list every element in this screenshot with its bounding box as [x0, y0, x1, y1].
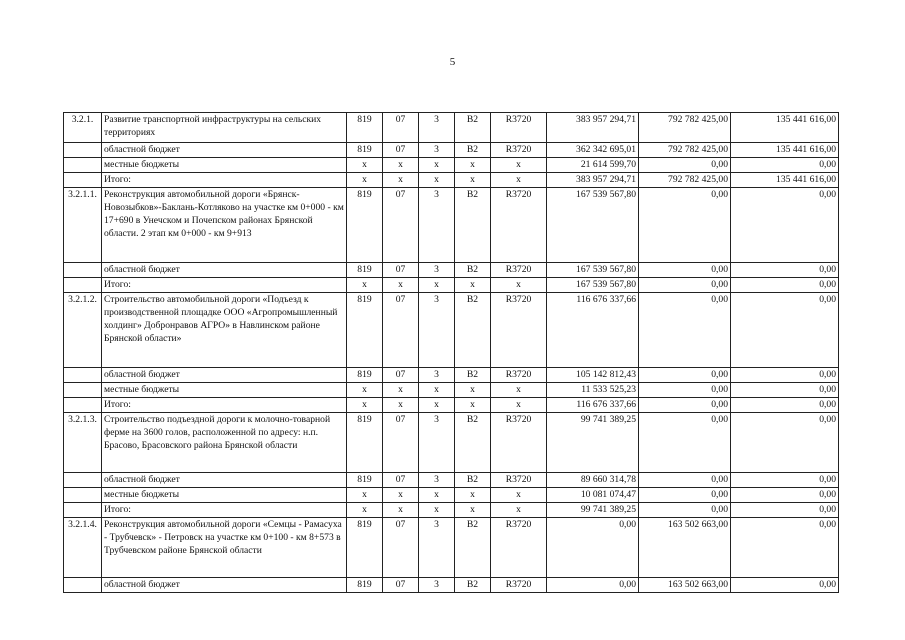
row-name: местные бюджеты [102, 158, 347, 173]
row-program: x [455, 158, 491, 173]
table-row [64, 488, 839, 503]
row-value-2: 0,00 [639, 473, 731, 488]
row-name: Реконструкция автомобильной дороги «Семцы - Рамасуха - Трубчевск» - Петровск на участке км 0+100 - км 8+573 в Трубчевском районе Брянской области [102, 518, 347, 578]
table-row [64, 398, 839, 413]
row-value-3: 0,00 [731, 578, 839, 593]
row-section: 07 [383, 413, 419, 473]
table-row [64, 158, 839, 173]
row-value-2: 0,00 [639, 188, 731, 263]
table-row [64, 263, 839, 278]
row-code [64, 173, 102, 188]
table-row [64, 413, 839, 473]
table-row [64, 473, 839, 488]
row-value-3: 0,00 [731, 518, 839, 578]
row-name: Итого: [102, 398, 347, 413]
row-target-code: x [491, 503, 547, 518]
row-code [64, 143, 102, 158]
row-value-2: 163 502 663,00 [639, 578, 731, 593]
table-row [64, 503, 839, 518]
row-admin-code: x [347, 398, 383, 413]
row-code [64, 488, 102, 503]
row-target-code: R3720 [491, 263, 547, 278]
row-subsection: x [419, 398, 455, 413]
row-subsection: x [419, 503, 455, 518]
row-subsection: x [419, 383, 455, 398]
row-value-2: 0,00 [639, 488, 731, 503]
row-code: 3.2.1. [64, 113, 102, 143]
row-target-code: R3720 [491, 188, 547, 263]
row-value-2: 0,00 [639, 293, 731, 368]
row-value-2: 163 502 663,00 [639, 518, 731, 578]
row-program: B2 [455, 143, 491, 158]
row-section: 07 [383, 473, 419, 488]
row-value-3: 0,00 [731, 293, 839, 368]
row-section: x [383, 173, 419, 188]
row-admin-code: 819 [347, 113, 383, 143]
row-name: областной бюджет [102, 263, 347, 278]
row-section: x [383, 158, 419, 173]
row-section: x [383, 398, 419, 413]
row-value-3: 135 441 616,00 [731, 113, 839, 143]
row-value-2: 792 782 425,00 [639, 143, 731, 158]
row-value-3: 0,00 [731, 503, 839, 518]
row-value-3: 0,00 [731, 473, 839, 488]
row-program: B2 [455, 413, 491, 473]
row-value-3: 135 441 616,00 [731, 173, 839, 188]
row-admin-code: x [347, 488, 383, 503]
row-value-1: 21 614 599,70 [547, 158, 639, 173]
row-program: x [455, 383, 491, 398]
table-row [64, 143, 839, 158]
row-value-3: 0,00 [731, 263, 839, 278]
table-row [64, 518, 839, 578]
row-admin-code: 819 [347, 368, 383, 383]
row-subsection: 3 [419, 263, 455, 278]
table-row [64, 113, 839, 143]
row-code [64, 263, 102, 278]
row-name: Итого: [102, 278, 347, 293]
row-value-3: 0,00 [731, 488, 839, 503]
table-row [64, 293, 839, 368]
row-value-1: 116 676 337,66 [547, 293, 639, 368]
row-value-1: 99 741 389,25 [547, 503, 639, 518]
row-subsection: 3 [419, 413, 455, 473]
row-section: x [383, 383, 419, 398]
row-admin-code: 819 [347, 413, 383, 473]
row-admin-code: 819 [347, 188, 383, 263]
row-code [64, 398, 102, 413]
row-code [64, 473, 102, 488]
table-row [64, 368, 839, 383]
row-subsection: x [419, 158, 455, 173]
row-program: x [455, 398, 491, 413]
row-admin-code: 819 [347, 143, 383, 158]
row-target-code: x [491, 173, 547, 188]
row-code [64, 278, 102, 293]
row-name: местные бюджеты [102, 488, 347, 503]
row-subsection: 3 [419, 113, 455, 143]
row-subsection: 3 [419, 368, 455, 383]
row-section: x [383, 278, 419, 293]
row-name: областной бюджет [102, 368, 347, 383]
row-value-3: 0,00 [731, 383, 839, 398]
row-program: B2 [455, 473, 491, 488]
row-value-1: 383 957 294,71 [547, 173, 639, 188]
row-value-1: 116 676 337,66 [547, 398, 639, 413]
row-program: x [455, 488, 491, 503]
row-admin-code: 819 [347, 473, 383, 488]
row-subsection: 3 [419, 188, 455, 263]
row-program: x [455, 173, 491, 188]
row-value-1: 0,00 [547, 578, 639, 593]
row-value-2: 0,00 [639, 278, 731, 293]
row-name: областной бюджет [102, 143, 347, 158]
row-name: Развитие транспортной инфраструктуры на сельских территориях [102, 113, 347, 143]
row-program: B2 [455, 188, 491, 263]
row-name: Итого: [102, 173, 347, 188]
row-code [64, 368, 102, 383]
row-admin-code: x [347, 278, 383, 293]
row-target-code: R3720 [491, 473, 547, 488]
row-value-1: 167 539 567,80 [547, 188, 639, 263]
row-section: 07 [383, 368, 419, 383]
row-value-1: 10 081 074,47 [547, 488, 639, 503]
row-subsection: x [419, 488, 455, 503]
row-subsection: x [419, 173, 455, 188]
row-program: B2 [455, 263, 491, 278]
row-subsection: 3 [419, 578, 455, 593]
row-program: x [455, 278, 491, 293]
row-target-code: x [491, 158, 547, 173]
row-admin-code: 819 [347, 293, 383, 368]
row-name: местные бюджеты [102, 383, 347, 398]
row-section: 07 [383, 293, 419, 368]
row-value-1: 11 533 525,23 [547, 383, 639, 398]
row-value-2: 0,00 [639, 413, 731, 473]
row-program: B2 [455, 518, 491, 578]
row-value-2: 0,00 [639, 398, 731, 413]
page-number: 5 [449, 56, 456, 68]
row-value-2: 0,00 [639, 368, 731, 383]
row-program: B2 [455, 578, 491, 593]
row-subsection: x [419, 278, 455, 293]
row-target-code: x [491, 398, 547, 413]
row-program: B2 [455, 368, 491, 383]
row-code: 3.2.1.4. [64, 518, 102, 578]
row-value-3: 0,00 [731, 188, 839, 263]
row-code [64, 503, 102, 518]
table-row [64, 578, 839, 593]
row-code [64, 158, 102, 173]
row-target-code: R3720 [491, 113, 547, 143]
row-subsection: 3 [419, 143, 455, 158]
row-admin-code: 819 [347, 518, 383, 578]
row-admin-code: x [347, 503, 383, 518]
table-row [64, 173, 839, 188]
row-value-1: 0,00 [547, 518, 639, 578]
row-section: x [383, 503, 419, 518]
row-subsection: 3 [419, 518, 455, 578]
row-section: 07 [383, 143, 419, 158]
row-target-code: R3720 [491, 518, 547, 578]
row-name: Строительство подъездной дороги к молочно-товарной ферме на 3600 голов, расположенной по адресу: н.п. Брасово, Брасовского района Брянской области [102, 413, 347, 473]
row-value-2: 792 782 425,00 [639, 173, 731, 188]
row-value-2: 0,00 [639, 383, 731, 398]
row-admin-code: x [347, 158, 383, 173]
budget-table [63, 112, 839, 593]
table-body [64, 113, 839, 593]
row-section: 07 [383, 113, 419, 143]
row-subsection: 3 [419, 473, 455, 488]
row-name: Итого: [102, 503, 347, 518]
row-admin-code: x [347, 173, 383, 188]
row-value-2: 0,00 [639, 158, 731, 173]
row-code: 3.2.1.1. [64, 188, 102, 263]
row-target-code: x [491, 383, 547, 398]
row-value-2: 0,00 [639, 503, 731, 518]
row-admin-code: x [347, 383, 383, 398]
row-section: 07 [383, 188, 419, 263]
row-program: x [455, 503, 491, 518]
row-target-code: x [491, 488, 547, 503]
row-value-1: 89 660 314,78 [547, 473, 639, 488]
row-value-1: 105 142 812,43 [547, 368, 639, 383]
row-value-3: 0,00 [731, 398, 839, 413]
table-row [64, 188, 839, 263]
row-value-1: 383 957 294,71 [547, 113, 639, 143]
row-value-1: 167 539 567,80 [547, 263, 639, 278]
row-value-3: 0,00 [731, 278, 839, 293]
row-program: B2 [455, 293, 491, 368]
row-value-1: 167 539 567,80 [547, 278, 639, 293]
row-target-code: R3720 [491, 578, 547, 593]
row-value-3: 0,00 [731, 158, 839, 173]
row-section: 07 [383, 578, 419, 593]
row-value-3: 0,00 [731, 413, 839, 473]
row-target-code: R3720 [491, 368, 547, 383]
row-value-1: 99 741 389,25 [547, 413, 639, 473]
row-target-code: R3720 [491, 413, 547, 473]
row-section: 07 [383, 518, 419, 578]
row-admin-code: 819 [347, 578, 383, 593]
row-target-code: R3720 [491, 293, 547, 368]
row-value-3: 0,00 [731, 368, 839, 383]
row-admin-code: 819 [347, 263, 383, 278]
row-name: областной бюджет [102, 578, 347, 593]
row-value-2: 0,00 [639, 263, 731, 278]
row-code: 3.2.1.3. [64, 413, 102, 473]
row-code [64, 578, 102, 593]
row-name: Реконструкция автомобильной дороги «Брянск-Новозыбков»-Баклань-Котляково на участке км 0+000 - км 17+690 в Унечском и Почепском районах Брянской области. 2 этап км 0+000 - км 9+913 [102, 188, 347, 263]
row-code [64, 383, 102, 398]
row-name: областной бюджет [102, 473, 347, 488]
row-value-1: 362 342 695,01 [547, 143, 639, 158]
row-section: 07 [383, 263, 419, 278]
row-value-3: 135 441 616,00 [731, 143, 839, 158]
row-target-code: x [491, 278, 547, 293]
row-program: B2 [455, 113, 491, 143]
row-subsection: 3 [419, 293, 455, 368]
row-value-2: 792 782 425,00 [639, 113, 731, 143]
row-code: 3.2.1.2. [64, 293, 102, 368]
row-target-code: R3720 [491, 143, 547, 158]
row-section: x [383, 488, 419, 503]
table-row [64, 278, 839, 293]
table-row [64, 383, 839, 398]
row-name: Строительство автомобильной дороги «Подъезд к производственной площадке ООО «Агропромышленный холдинг» Добронравов АГРО» в Навлинском районе Брянской области» [102, 293, 347, 368]
